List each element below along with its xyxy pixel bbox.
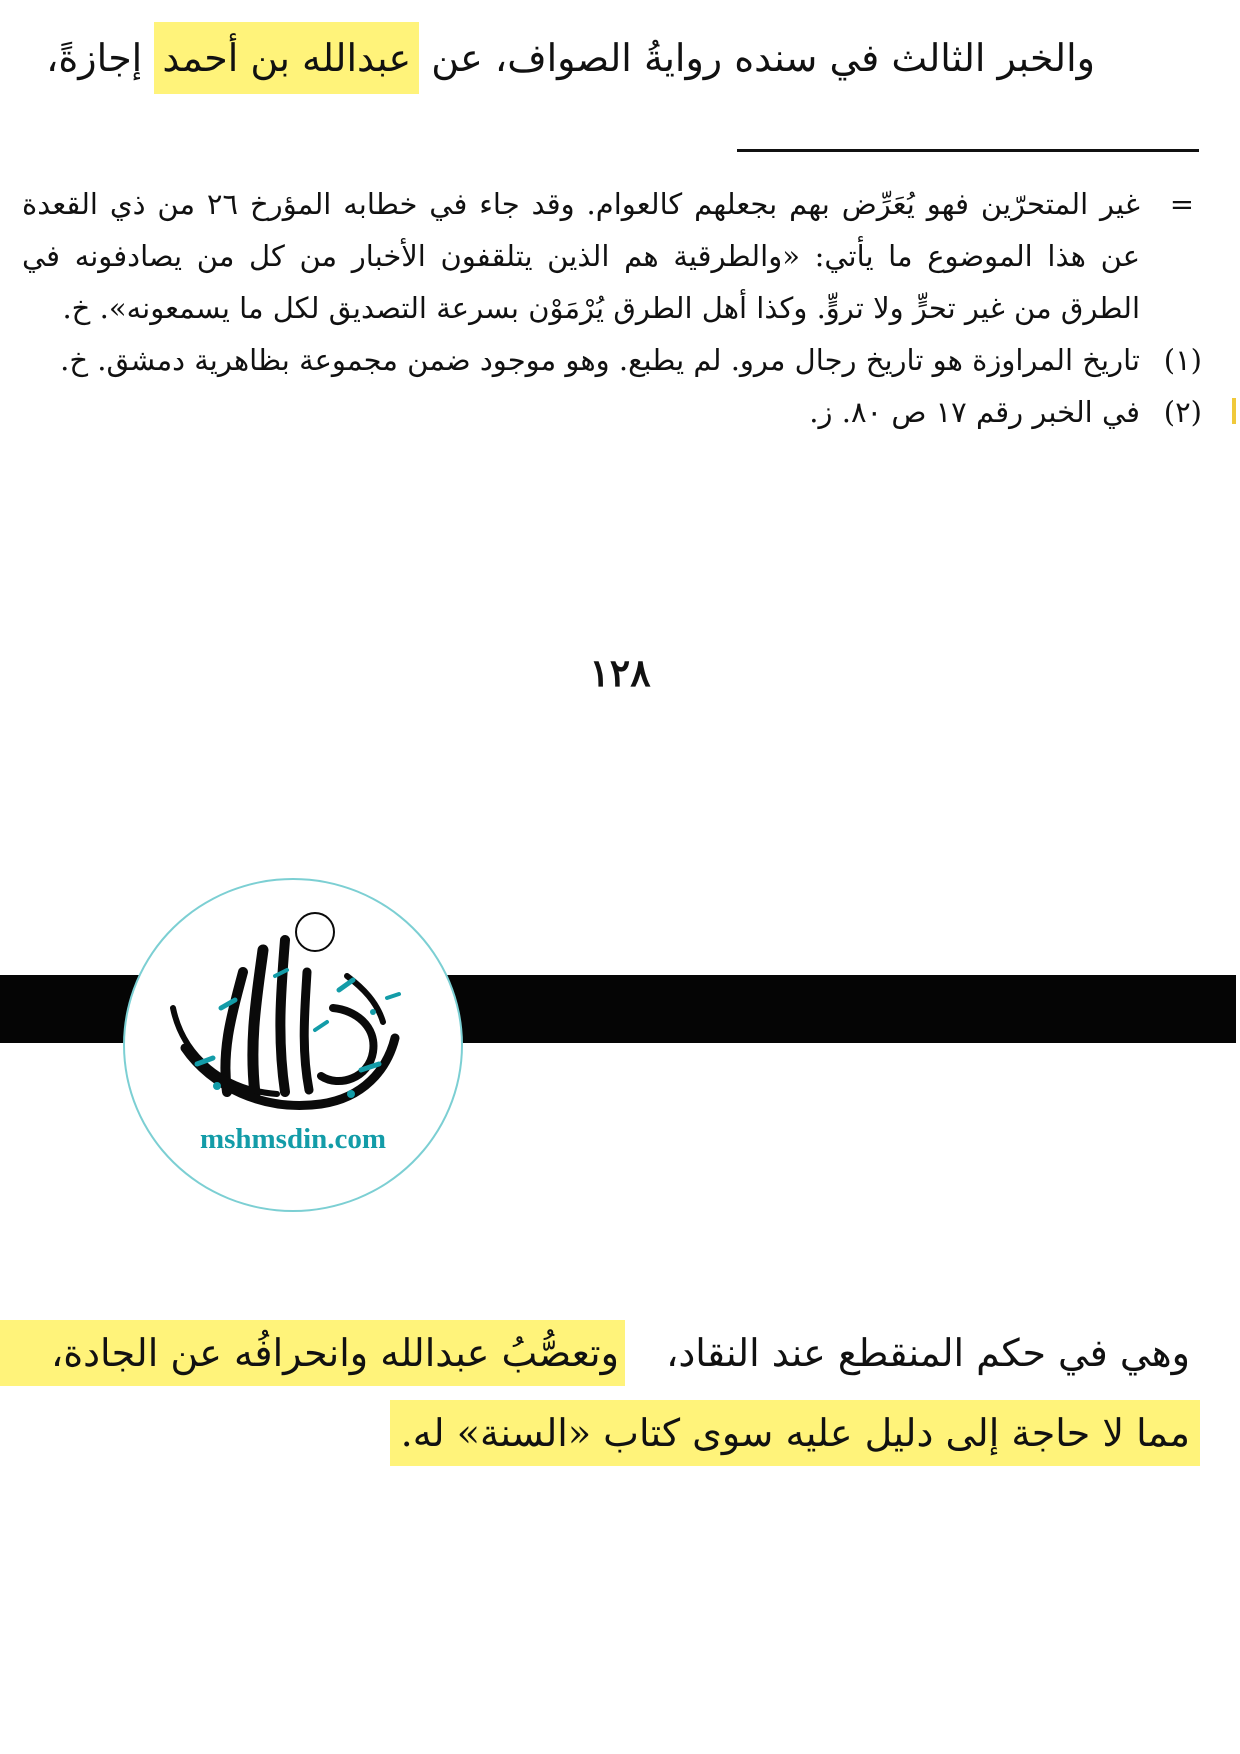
calligraphy-icon (125, 880, 461, 1210)
footnote-text: تاريخ المراوزة هو تاريخ رجال مرو. لم يطبع. وهو موجود ضمن مجموعة بظاهرية دمشق. خ. (60, 343, 1140, 377)
main-text-line (46, 28, 1095, 88)
footnote-text: في الخبر رقم ١٧ ص ٨٠. ز. (809, 395, 1140, 429)
watermark-url: mshmsdin.com (199, 1123, 387, 1155)
footnote-text: غير المتحرّين فهو يُعَرِّض بهم بجعلهم كالعوام. وقد جاء في خطابه المؤرخ ٢٦ من ذي القعدة عن هذا الموضوع ما يأتي: «والطرقية هم الذين يتلقفون الأخبار من كل من يصادفونه في الطرق من غير تحرٍّ ولا تروٍّ. وكذا أهل الطرق يُرْمَوْن بسرعة التصديق لكل ما يسمعونه». خ. (22, 187, 1140, 325)
footnote-marker: = (1169, 187, 1194, 221)
bottom-line-1-highlight: وتعصُّبُ عبدالله وانحرافُه عن الجادة، (0, 1320, 625, 1386)
footnote-2 (22, 386, 1202, 438)
bottom-line-1-plain: وهي في حكم المنقطع عند النقاد، (666, 1331, 1190, 1375)
footnote-1 (22, 334, 1202, 386)
footnote-continuation (22, 178, 1202, 334)
bottom-paragraph (0, 1320, 1240, 1500)
footnote-separator (737, 149, 1199, 152)
bottom-line-2-highlight: مما لا حاجة إلى دليل عليه سوى كتاب «السنة» له. (390, 1400, 1200, 1466)
main-text-plain: والخبر الثالث في سنده روايةُ الصواف، عن (431, 36, 1095, 80)
footnotes (22, 178, 1202, 438)
footnote-marker: (٢) (1163, 395, 1202, 429)
edge-highlight-mark (1232, 398, 1236, 424)
footnote-marker: (١) (1163, 343, 1202, 377)
page-number: ١٢٨ (589, 650, 651, 695)
main-text-end: إجازةً، (46, 36, 143, 80)
highlighted-name: عبدالله بن أحمد (154, 22, 419, 94)
watermark-logo (123, 878, 463, 1212)
